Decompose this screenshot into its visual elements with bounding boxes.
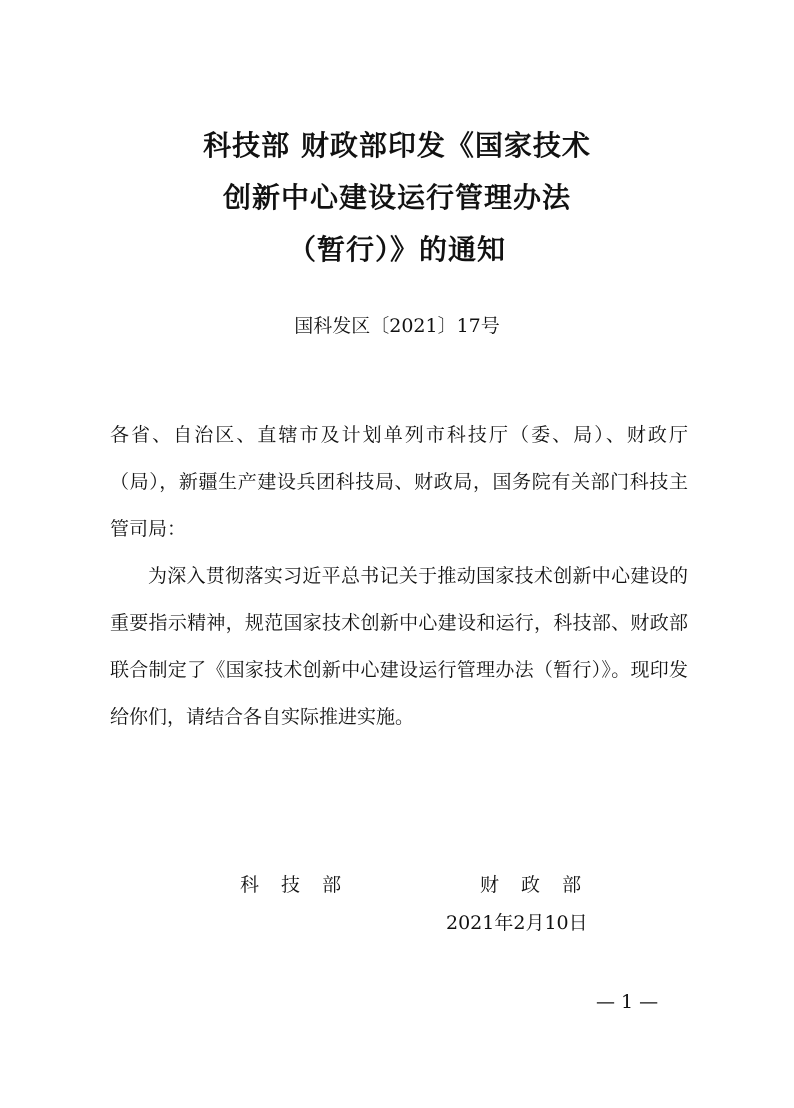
document-title [0, 120, 794, 276]
document-number: 国科发区〔2021〕17号 [294, 315, 500, 337]
title-line-1: 科技部 财政部印发《国家技术 [203, 129, 591, 162]
page-number: — 1 — [596, 991, 659, 1013]
signatory-ministry-of-science: 科 技 部 [240, 874, 350, 896]
title-line-3: （暂行）》的通知 [287, 233, 506, 266]
signatory-ministry-of-finance: 财 政 部 [480, 874, 590, 896]
addressee-paragraph: 各省、自治区、直辖市及计划单列市科技厅（委、局）、财政厅（局），新疆生产建设兵团科技局、财政局，国务院有关部门科技主管司局： [110, 424, 688, 540]
body-paragraph: 为深入贯彻落实习近平总书记关于推动国家技术创新中心建设的重要指示精神，规范国家技术创新中心建设和运行，科技部、财政部联合制定了《国家技术创新中心建设运行管理办法（暂行）》。现印发给你们，请结合各自实际推进实施。 [110, 565, 688, 728]
issue-date: 2021年2月10日 [446, 912, 588, 934]
document-body [110, 412, 688, 741]
title-line-2: 创新中心建设运行管理办法 [222, 181, 571, 214]
